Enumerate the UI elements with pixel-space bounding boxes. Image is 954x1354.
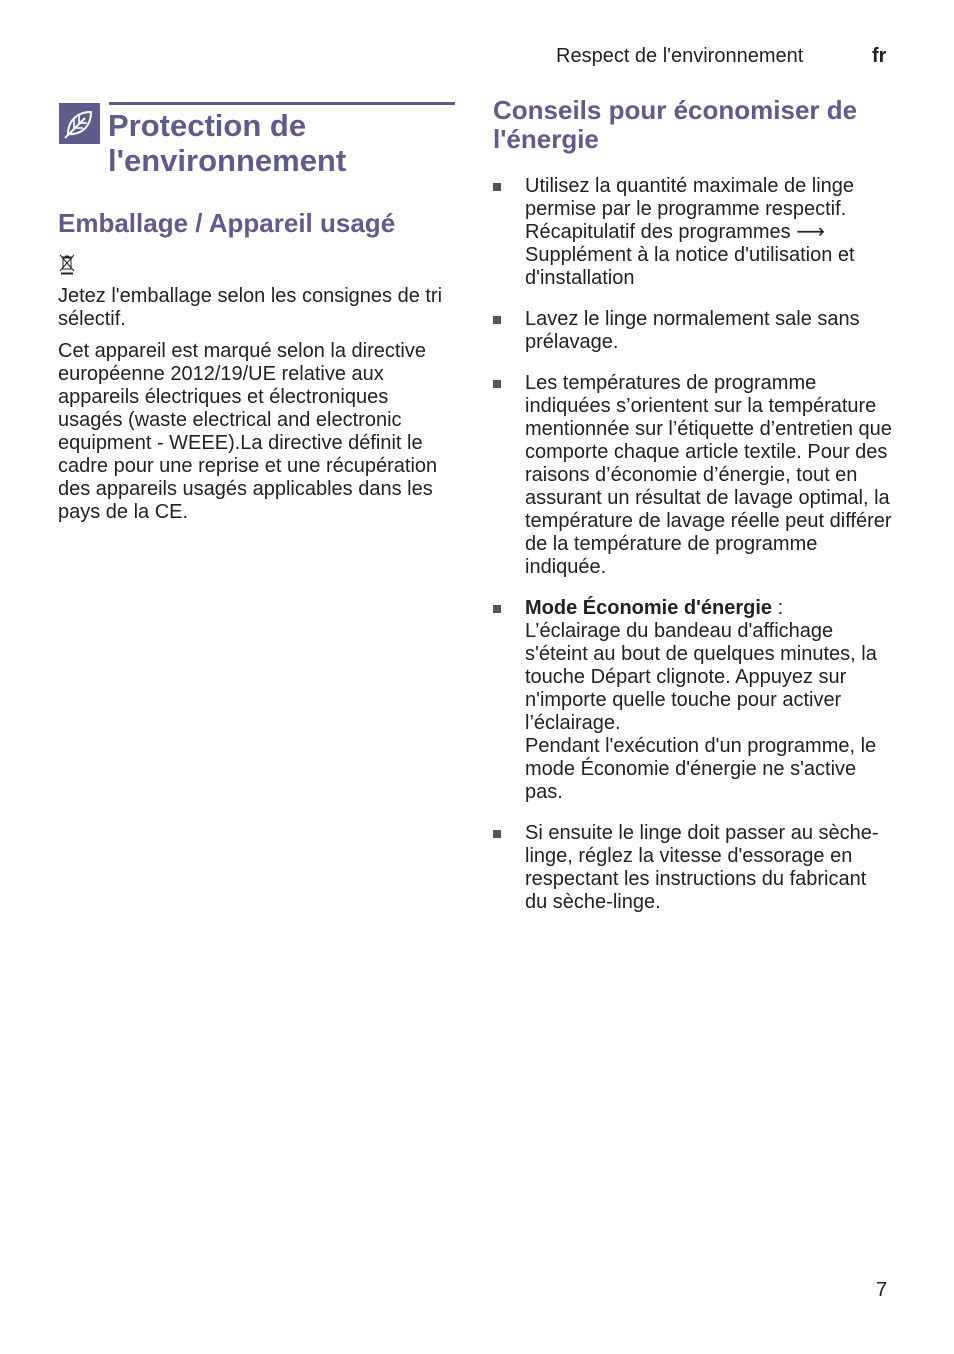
chapter-rule (109, 102, 455, 105)
running-header-title: Respect de l'environnement (556, 45, 804, 67)
list-item (493, 822, 893, 914)
list-item-text: Lavez le linge normalement sale sans prélavage. (525, 308, 860, 353)
energy-tips-list (493, 175, 893, 932)
leaf-icon (59, 103, 100, 144)
section-title-energy-tips: Conseils pour économiser de l'énergie (493, 95, 858, 154)
chapter-title (108, 108, 346, 178)
paragraph-packaging: Jetez l'emballage selon les consignes de tri sélectif. (58, 285, 443, 330)
list-item (493, 597, 893, 804)
bullet-square-icon (493, 183, 501, 191)
bullet-square-icon (493, 605, 501, 613)
language-code: fr (872, 45, 887, 67)
bullet-square-icon (493, 316, 501, 324)
list-item-text: Utilisez la quantité maximale de linge permise par le programme respectif. Récapitulatif des programmes ⟶ Supplément à la notice d'utilisation et d'installation (525, 175, 855, 289)
list-item-term: Mode Économie d'énergie (525, 597, 773, 619)
chapter-title-line-2: l'environnement (108, 143, 347, 178)
crossed-out-bin-icon (58, 253, 76, 275)
list-item (493, 175, 893, 290)
list-item (493, 308, 893, 354)
section-title-packaging: Emballage / Appareil usagé (58, 208, 396, 238)
list-item-text: : L’éclairage du bandeau d'affichage s'éteint au bout de quelques minutes, la touche Départ clignote. Appuyez sur n'importe quelle touche pour activer l’éclairage. Pendant l'exécution d'un programme, le mode Économie d'énergie ne s'active pas. (525, 597, 877, 803)
bullet-square-icon (493, 380, 501, 388)
paragraph-weee: Cet appareil est marqué selon la directive européenne 2012/19/UE relative aux appareils électriques et électroniques usagés (waste electrical and electronic equipment - WEEE).La directive définit le cadre pour une reprise et une récupération des appareils usagés applicables dans les pays de la CE. (58, 340, 438, 523)
list-item-text: Les températures de programme indiquées s’orientent sur la température mentionnée sur l’étiquette d’entretien que comporte chaque article textile. Pour des raisons d’économie d’énergie, tout en assurant un résultat de lavage optimal, la température de lavage réelle peut différer de la température de programme indiquée. (525, 372, 892, 578)
chapter-title-line-1: Protection de (108, 108, 307, 143)
list-item-text: Si ensuite le linge doit passer au sèche-linge, réglez la vitesse d'essorage en respectant les instructions du fabricant du sèche-linge. (525, 822, 879, 913)
page-number: 7 (876, 1279, 888, 1301)
list-item (493, 372, 893, 579)
bullet-square-icon (493, 830, 501, 838)
